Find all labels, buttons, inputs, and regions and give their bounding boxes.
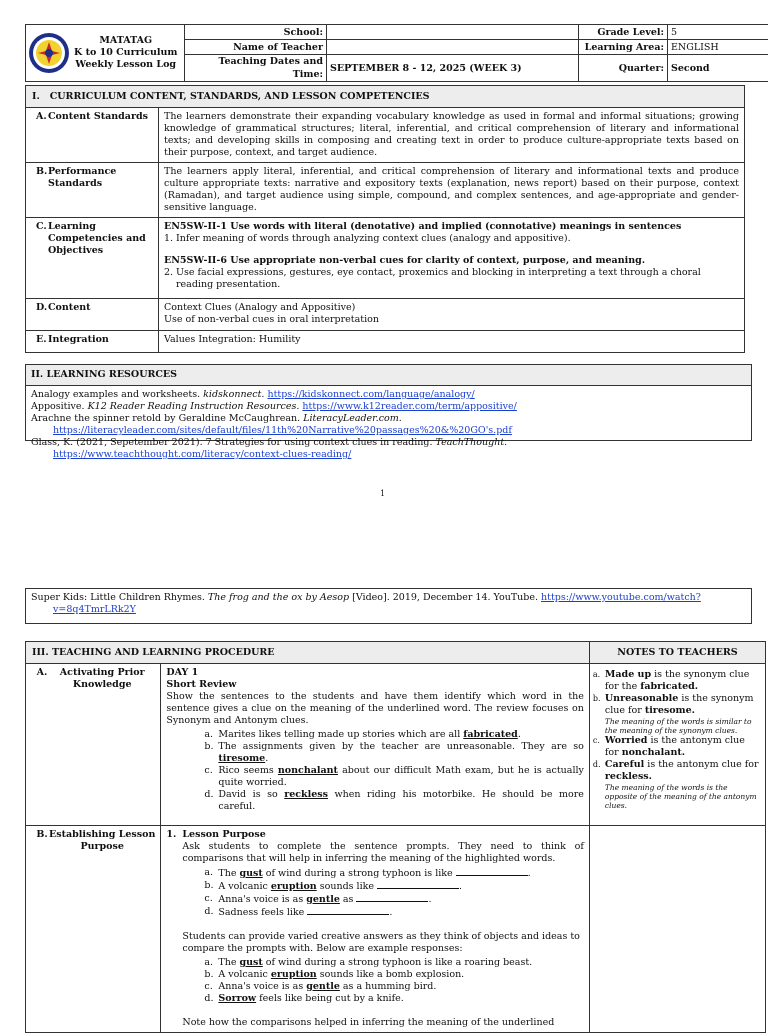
grade-label: Grade Level:	[579, 25, 668, 40]
notes-list	[593, 669, 760, 810]
prompt: a. The gust of wind during a strong typhoon is like .	[204, 867, 584, 880]
integration-text: Values Integration: Humility	[159, 331, 745, 353]
lesson-purpose-intro: Ask students to complete the sentence prompts. They need to think of comparisons that will help in inferring the meaning of the highlighted words.	[166, 841, 584, 865]
row-letter: A.	[36, 111, 48, 123]
content-standards-text: The learners demonstrate their expanding vocabulary knowledge as used in formal and informal situations; growing knowledge of grammatical structures; literal, inferential, and critical comprehension of literary and informational texts; and developing skills in composing and creating text in order to produce culture-appropriate texts based on their purpose, context, and target audience.	[159, 108, 745, 163]
item-letter: a.	[204, 867, 218, 880]
clue-word: Worried	[605, 735, 648, 746]
example	[204, 993, 584, 1005]
creative-intro: Students can provide varied creative answers as they think of objects and ideas to compare the prompts with. Below are example responses:	[166, 931, 584, 955]
header-table	[25, 24, 768, 82]
section1-heading	[26, 86, 745, 108]
target-word: reckless	[284, 789, 328, 800]
row-letter: C.	[36, 221, 48, 257]
prompt-text: sounds like	[317, 881, 377, 892]
objective-2: Use facial expressions, gestures, eye contact, proxemics and blocking in interpreting a text through a choral reading presentation.	[176, 267, 739, 291]
quarter-value[interactable]: Second	[668, 55, 768, 82]
antonym-note: The meaning of the words is the opposite of the meaning of the antonym clues.	[605, 783, 760, 810]
resource-1	[31, 389, 746, 401]
target-word: tiresome	[218, 753, 265, 764]
day-label: DAY 1	[166, 667, 584, 679]
page-number: 1	[380, 489, 385, 498]
continued-resource-box	[25, 588, 752, 624]
title-line-2: K to 10 Curriculum	[74, 47, 177, 59]
target-word: reckless.	[605, 771, 652, 782]
objective-number: 1.	[164, 233, 176, 245]
resource-3	[31, 413, 746, 425]
row-letter: B.	[36, 829, 48, 853]
competencies-text	[159, 218, 745, 299]
answer-blank[interactable]	[377, 880, 459, 889]
closing-note: Note how the comparisons helped in inferring the meaning of the underlined	[166, 1017, 584, 1029]
sentence-text: when riding his motorbike. He should be more careful.	[218, 789, 584, 812]
item-letter: b.	[593, 693, 605, 717]
content-label	[26, 299, 159, 331]
sentence-text: The assignments given by the teacher are unreasonable. They are so	[218, 741, 584, 752]
performance-standards-text: The learners apply literal, inferential, and critical comprehension of literary and informational texts and produce culture appropriate texts: narrative and expository texts (explanation, news report) based on their purpose, context (Ramadan), and target audience using simple, compound, and complex sentences, and age-appropriate and gender-sensitive language.	[159, 163, 745, 218]
note-item	[593, 735, 760, 759]
example-text: The	[218, 957, 239, 968]
prompt-text: A volcanic	[218, 881, 271, 892]
resource-text: Glass, K. (2021, Sepetember 2021). 7 Strategies for using context clues in reading.	[31, 437, 432, 448]
target-word: Sorrow	[218, 993, 256, 1004]
resource-link[interactable]: https://literacyleader.com/sites/default/files/11th%20Narrative%20passages%20&%20GO's.pdf	[53, 425, 512, 436]
resource-link[interactable]: https://www.teachthought.com/literacy/context-clues-reading/	[53, 449, 351, 460]
answer-blank[interactable]	[456, 867, 528, 876]
dates-label: Teaching Dates and Time:	[185, 55, 327, 82]
learning-resources-list	[25, 386, 752, 441]
resource-text: [Video]. 2019, December 14. YouTube.	[352, 592, 538, 603]
deped-seal-icon	[28, 32, 70, 74]
area-label: Learning Area:	[579, 40, 668, 55]
resource-source: kidskonnect.	[203, 389, 264, 400]
sentence-text: Marites likes telling made up stories which are all	[218, 729, 463, 740]
row-label: Establishing Lesson Purpose	[48, 829, 156, 853]
review-sentences	[166, 729, 584, 813]
answer-blank[interactable]	[356, 893, 428, 902]
competency-2: EN5SW-II-6 Use appropriate non-verbal cues for clarity of context, purpose, and meaning.	[164, 255, 739, 267]
teaching-procedure-section	[25, 641, 766, 1033]
row-letter: D.	[36, 302, 48, 314]
row-letter: A.	[36, 667, 48, 691]
learning-resources-heading: II. LEARNING RESOURCES	[25, 364, 752, 386]
lesson-purpose-label	[26, 826, 161, 1033]
resource-source: The frog and the ox by Aesop	[208, 592, 349, 603]
activating-knowledge-label	[26, 664, 161, 826]
content-standards-label	[26, 108, 159, 163]
target-word: tiresome.	[645, 705, 695, 716]
prompt-text: as	[340, 894, 357, 905]
prompt-text: Sadness feels like	[218, 907, 307, 918]
target-word: gust	[239, 868, 262, 879]
prompt-text: The	[218, 868, 239, 879]
example-text: A volcanic	[218, 969, 271, 980]
item-letter: a.	[204, 729, 218, 741]
section1-title: CURRICULUM CONTENT, STANDARDS, AND LESSON COMPETENCIES	[50, 91, 430, 102]
item-letter: d.	[204, 789, 218, 813]
section1-number: I.	[32, 91, 40, 102]
row-label: Performance Standards	[48, 166, 154, 190]
target-word: nonchalant	[278, 765, 338, 776]
example-text: of wind during a strong typhoon is like a roaring beast.	[263, 957, 532, 968]
clue-word: Made up	[605, 669, 651, 680]
item-number: 1.	[166, 829, 182, 841]
curriculum-section	[25, 85, 745, 353]
item-letter: d.	[204, 993, 218, 1005]
target-word: eruption	[271, 969, 317, 980]
item-letter: b.	[204, 969, 218, 981]
note-item	[593, 669, 760, 693]
notes-heading: NOTES TO TEACHERS	[589, 642, 765, 664]
lesson-purpose-content	[161, 826, 590, 1033]
content-line-1: Context Clues (Analogy and Appositive)	[164, 302, 739, 314]
note-text: is the antonym clue for	[644, 759, 758, 770]
item-letter: a.	[204, 957, 218, 969]
target-word: gentle	[306, 894, 340, 905]
item-letter: c.	[204, 765, 218, 789]
prompt-text: of wind during a strong typhoon is like	[263, 868, 456, 879]
resource-link[interactable]: https://www.youtube.com/watch?	[541, 592, 701, 603]
title-line-3: Weekly Lesson Log	[74, 59, 177, 71]
prompt-text: Anna's voice is as	[218, 894, 306, 905]
target-word: eruption	[271, 881, 317, 892]
target-word: fabricated	[463, 729, 518, 740]
quarter-label: Quarter:	[579, 55, 668, 82]
prompt: c. Anna's voice is as gentle as .	[204, 893, 584, 906]
school-value[interactable]	[327, 25, 579, 40]
item-letter: c.	[593, 735, 605, 759]
note-item	[593, 693, 760, 717]
lesson-purpose-title: Lesson Purpose	[182, 829, 265, 841]
sentence-text: Rico seems	[218, 765, 278, 776]
lesson-purpose-notes	[589, 826, 765, 1033]
activating-knowledge-notes	[589, 664, 765, 826]
competencies-label	[26, 218, 159, 299]
answer-blank[interactable]	[307, 906, 389, 915]
note-text: is the synonym clue for	[605, 693, 754, 716]
clue-word: Careful	[605, 759, 644, 770]
note-text: is the antonym clue for	[605, 735, 745, 758]
item-letter: c.	[204, 893, 218, 906]
performance-standards-label	[26, 163, 159, 218]
note-italic	[593, 783, 760, 810]
competency-1: EN5SW-II-1 Use words with literal (denotative) and implied (connotative) meanings in sentences	[164, 221, 739, 233]
dates-value[interactable]: SEPTEMBER 8 - 12, 2025 (WEEK 3)	[327, 55, 579, 82]
title-line-1: MATATAG	[74, 35, 177, 47]
example-text: sounds like a bomb explosion.	[317, 969, 465, 980]
example-text: as a humming bird.	[340, 981, 437, 992]
resource-link[interactable]: https://www.k12reader.com/term/appositive/	[302, 401, 516, 412]
resource-text: Arachne the spinner retold by Geraldine McCaughrean.	[31, 413, 300, 424]
target-word: fabricated.	[640, 681, 698, 692]
resource-4-link-line	[31, 449, 746, 461]
review-sentence	[204, 789, 584, 813]
resource-4	[31, 437, 746, 449]
note-item	[593, 759, 760, 783]
example-list	[166, 957, 584, 1005]
row-letter: E.	[36, 334, 48, 346]
resource-text: Super Kids: Little Children Rhymes.	[31, 592, 205, 603]
review-intro: Show the sentences to the students and have them identify which word in the sentence gives a clue on the meaning of the underlined word. The review focuses on Synonym and Antonym clues.	[166, 691, 584, 727]
resource-link[interactable]: https://kidskonnect.com/language/analogy/	[267, 389, 474, 400]
logo-title-cell	[26, 25, 185, 82]
row-letter: B.	[36, 166, 48, 190]
integration-label	[26, 331, 159, 353]
prompt-list	[166, 867, 584, 919]
activating-knowledge-content	[161, 664, 590, 826]
example	[204, 969, 584, 981]
school-label: School:	[185, 25, 327, 40]
note-text: is the synonym clue for the	[605, 669, 749, 692]
target-word: gust	[239, 957, 262, 968]
grade-value[interactable]: 5	[668, 25, 768, 40]
objective-1: Infer meaning of words through analyzing context clues (analogy and appositive).	[176, 233, 571, 245]
row-label: Learning Competencies and Objectives	[48, 221, 154, 257]
example-text: Anna's voice is as	[218, 981, 306, 992]
section3-heading: III. TEACHING AND LEARNING PROCEDURE	[26, 642, 590, 664]
synonym-note: The meaning of the words is similar to the meaning of the synonym clues.	[605, 717, 760, 735]
review-sentence	[204, 729, 584, 741]
content-text	[159, 299, 745, 331]
sentence-text: .	[265, 753, 268, 764]
resource-text: Appositive.	[31, 401, 85, 412]
resource-source: K12 Reader Reading Instruction Resources.	[88, 401, 300, 412]
resource-2	[31, 401, 746, 413]
row-label: Integration	[48, 334, 109, 346]
review-sentence	[204, 765, 584, 789]
teacher-label: Name of Teacher	[185, 40, 327, 55]
item-letter: b.	[204, 880, 218, 893]
resource-link-continued[interactable]: v=8q4TmrLRk2Y	[53, 604, 136, 615]
teacher-value[interactable]	[327, 40, 579, 55]
item-letter: c.	[204, 981, 218, 993]
item-letter: d.	[204, 906, 218, 919]
item-letter: d.	[593, 759, 605, 783]
row-label: Activating Prior Knowledge	[48, 667, 156, 691]
resource-source: LiteracyLeader.com.	[303, 413, 402, 424]
area-value[interactable]: ENGLISH	[668, 40, 768, 55]
resource-text: Analogy examples and worksheets.	[31, 389, 200, 400]
review-sentence	[204, 741, 584, 765]
sentence-text: about our difficult Math exam, but he is actually quite worried.	[218, 765, 584, 788]
row-label: Content	[48, 302, 91, 314]
note-italic	[593, 717, 760, 735]
target-word: nonchalant.	[622, 747, 685, 758]
sentence-text: .	[518, 729, 521, 740]
sentence-text: David is so	[218, 789, 284, 800]
prompt: d. Sadness feels like .	[204, 906, 584, 919]
example	[204, 981, 584, 993]
row-label: Content Standards	[48, 111, 148, 123]
item-letter: b.	[204, 741, 218, 765]
prompt: b. A volcanic eruption sounds like .	[204, 880, 584, 893]
content-line-2: Use of non-verbal cues in oral interpretation	[164, 314, 739, 326]
example-text: feels like being cut by a knife.	[256, 993, 404, 1004]
review-title: Short Review	[166, 679, 584, 691]
item-letter: a.	[593, 669, 605, 693]
clue-word: Unreasonable	[605, 693, 678, 704]
target-word: gentle	[306, 981, 340, 992]
resource-3-link-line	[31, 425, 746, 437]
example	[204, 957, 584, 969]
objective-number: 2.	[164, 267, 176, 291]
resource-source: TeachThought.	[436, 437, 508, 448]
